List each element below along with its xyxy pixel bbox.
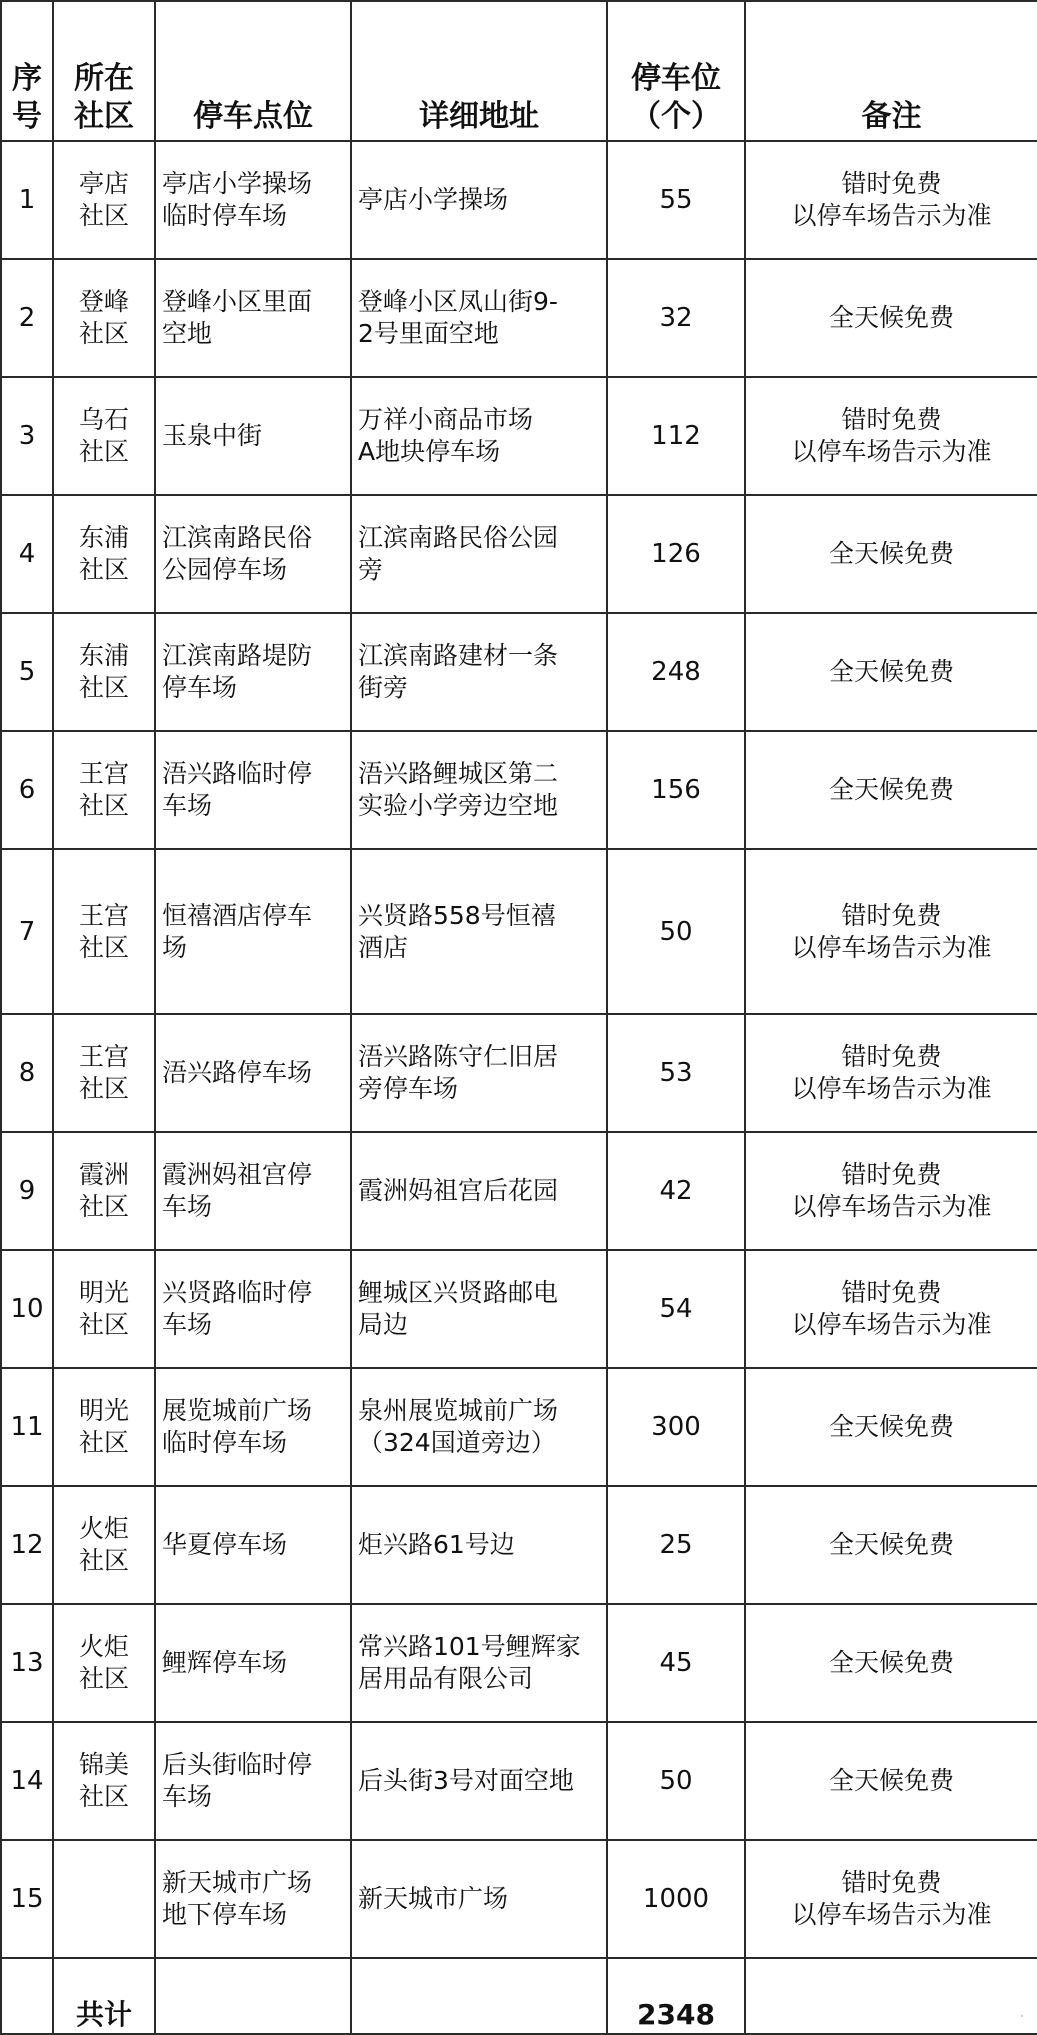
cell-community: 东浦 社区 [53, 495, 155, 613]
table-row [1, 1250, 1037, 1368]
cell-seq: 12 [1, 1486, 53, 1604]
cell-location: 浯兴路停车场 [155, 1014, 351, 1132]
cell-spaces: 45 [607, 1604, 745, 1722]
cell-remark: 全天候免费 [745, 1486, 1037, 1604]
table-row [1, 1014, 1037, 1132]
cell-address: 后头街3号对面空地 [351, 1722, 607, 1840]
cell-remark: 全天候免费 [745, 1722, 1037, 1840]
cell-location: 霞洲妈祖宫停 车场 [155, 1132, 351, 1250]
header-location: 停车点位 [155, 1, 351, 141]
cell-location: 登峰小区里面 空地 [155, 259, 351, 377]
total-empty-cell [155, 1958, 351, 2034]
header-remark: 备注 [745, 1, 1037, 141]
cell-community: 登峰 社区 [53, 259, 155, 377]
cell-spaces: 300 [607, 1368, 745, 1486]
cell-seq: 11 [1, 1368, 53, 1486]
cell-community: 亭店 社区 [53, 141, 155, 259]
cell-community: 火炬 社区 [53, 1486, 155, 1604]
cell-spaces: 50 [607, 1722, 745, 1840]
cell-spaces: 54 [607, 1250, 745, 1368]
cell-address: 新天城市广场 [351, 1840, 607, 1958]
table-row [1, 731, 1037, 849]
cell-address: 江滨南路建材一条 街旁 [351, 613, 607, 731]
header-spaces: 停车位 （个） [607, 1, 745, 141]
cell-address: 浯兴路鲤城区第二 实验小学旁边空地 [351, 731, 607, 849]
cell-location: 江滨南路民俗 公园停车场 [155, 495, 351, 613]
cell-remark: 错时免费 以停车场告示为准 [745, 1132, 1037, 1250]
cell-community: 王宫 社区 [53, 849, 155, 1014]
cell-location: 亭店小学操场 临时停车场 [155, 141, 351, 259]
cell-remark: 错时免费 以停车场告示为准 [745, 1250, 1037, 1368]
cell-address: 泉州展览城前广场 （324国道旁边） [351, 1368, 607, 1486]
cell-location: 华夏停车场 [155, 1486, 351, 1604]
table-row [1, 1604, 1037, 1722]
cell-location: 鲤辉停车场 [155, 1604, 351, 1722]
header-seq: 序 号 [1, 1, 53, 141]
cell-remark: 全天候免费 [745, 1368, 1037, 1486]
cell-location: 兴贤路临时停 车场 [155, 1250, 351, 1368]
table-row [1, 849, 1037, 1014]
table-row [1, 1722, 1037, 1840]
cell-spaces: 1000 [607, 1840, 745, 1958]
cell-seq: 2 [1, 259, 53, 377]
cell-spaces: 53 [607, 1014, 745, 1132]
cell-location: 恒禧酒店停车 场 [155, 849, 351, 1014]
cell-remark: 错时免费 以停车场告示为准 [745, 1840, 1037, 1958]
cell-address: 鲤城区兴贤路邮电 局边 [351, 1250, 607, 1368]
total-empty-cell [745, 1958, 1037, 2034]
table-body [1, 141, 1037, 1958]
cell-location: 浯兴路临时停 车场 [155, 731, 351, 849]
cell-remark: 错时免费 以停车场告示为准 [745, 849, 1037, 1014]
cell-community: 乌石 社区 [53, 377, 155, 495]
cell-remark: 全天候免费 [745, 1604, 1037, 1722]
cell-location: 后头街临时停 车场 [155, 1722, 351, 1840]
cell-spaces: 55 [607, 141, 745, 259]
cell-location: 玉泉中街 [155, 377, 351, 495]
header-address: 详细地址 [351, 1, 607, 141]
header-row [1, 1, 1037, 141]
table-row [1, 1368, 1037, 1486]
cell-spaces: 248 [607, 613, 745, 731]
total-seq-cell [1, 1958, 53, 2034]
cell-remark: 错时免费 以停车场告示为准 [745, 141, 1037, 259]
cell-community: 锦美 社区 [53, 1722, 155, 1840]
cell-spaces: 156 [607, 731, 745, 849]
cell-location: 展览城前广场 临时停车场 [155, 1368, 351, 1486]
watermark: · [1019, 2006, 1025, 2027]
table-row [1, 1132, 1037, 1250]
cell-address: 亭店小学操场 [351, 141, 607, 259]
cell-community [53, 1840, 155, 1958]
cell-seq: 7 [1, 849, 53, 1014]
cell-seq: 5 [1, 613, 53, 731]
cell-address: 兴贤路558号恒禧 酒店 [351, 849, 607, 1014]
cell-address: 江滨南路民俗公园 旁 [351, 495, 607, 613]
cell-address: 登峰小区凤山街9- 2号里面空地 [351, 259, 607, 377]
total-row [1, 1958, 1037, 2034]
cell-remark: 全天候免费 [745, 495, 1037, 613]
cell-community: 王宫 社区 [53, 731, 155, 849]
cell-location: 新天城市广场 地下停车场 [155, 1840, 351, 1958]
table-row [1, 613, 1037, 731]
cell-seq: 4 [1, 495, 53, 613]
cell-seq: 6 [1, 731, 53, 849]
cell-remark: 错时免费 以停车场告示为准 [745, 1014, 1037, 1132]
cell-seq: 3 [1, 377, 53, 495]
cell-remark: 错时免费 以停车场告示为准 [745, 377, 1037, 495]
cell-community: 明光 社区 [53, 1368, 155, 1486]
cell-seq: 13 [1, 1604, 53, 1722]
cell-remark: 全天候免费 [745, 259, 1037, 377]
table-row [1, 377, 1037, 495]
cell-community: 霞洲 社区 [53, 1132, 155, 1250]
cell-spaces: 32 [607, 259, 745, 377]
table-row [1, 1486, 1037, 1604]
cell-community: 王宫 社区 [53, 1014, 155, 1132]
header-community: 所在 社区 [53, 1, 155, 141]
cell-spaces: 25 [607, 1486, 745, 1604]
total-spaces: 2348 [607, 1958, 745, 2034]
cell-seq: 1 [1, 141, 53, 259]
cell-address: 常兴路101号鲤辉家 居用品有限公司 [351, 1604, 607, 1722]
total-empty-cell [351, 1958, 607, 2034]
cell-spaces: 112 [607, 377, 745, 495]
cell-seq: 15 [1, 1840, 53, 1958]
cell-community: 东浦 社区 [53, 613, 155, 731]
cell-spaces: 50 [607, 849, 745, 1014]
cell-address: 浯兴路陈守仁旧居 旁停车场 [351, 1014, 607, 1132]
cell-location: 江滨南路堤防 停车场 [155, 613, 351, 731]
cell-address: 万祥小商品市场 A地块停车场 [351, 377, 607, 495]
cell-address: 霞洲妈祖宫后花园 [351, 1132, 607, 1250]
table-row [1, 495, 1037, 613]
cell-remark: 全天候免费 [745, 613, 1037, 731]
total-label: 共计 [53, 1958, 155, 2034]
table-row [1, 141, 1037, 259]
cell-spaces: 42 [607, 1132, 745, 1250]
cell-address: 炬兴路61号边 [351, 1486, 607, 1604]
cell-community: 火炬 社区 [53, 1604, 155, 1722]
cell-seq: 14 [1, 1722, 53, 1840]
cell-seq: 8 [1, 1014, 53, 1132]
cell-seq: 9 [1, 1132, 53, 1250]
table-row [1, 259, 1037, 377]
cell-spaces: 126 [607, 495, 745, 613]
table-row [1, 1840, 1037, 1958]
cell-community: 明光 社区 [53, 1250, 155, 1368]
cell-remark: 全天候免费 [745, 731, 1037, 849]
cell-seq: 10 [1, 1250, 53, 1368]
